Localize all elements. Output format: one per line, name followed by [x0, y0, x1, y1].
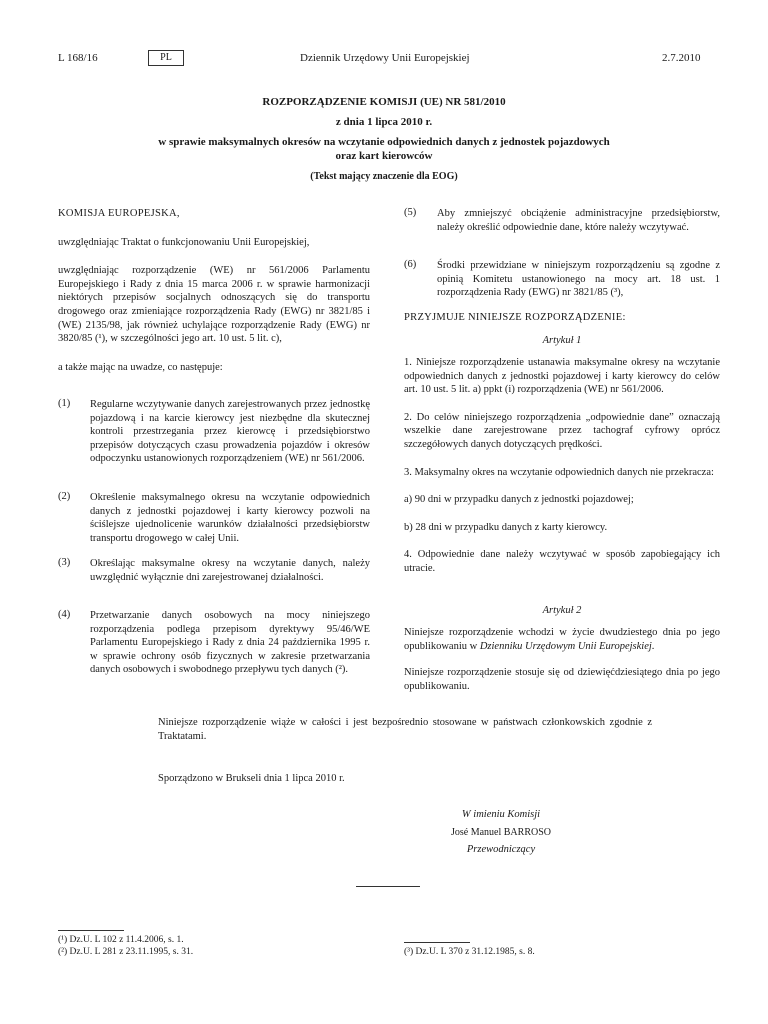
recital-number: (4) — [58, 609, 71, 620]
done-at-statement: Sporządzono w Brukseli dnia 1 lipca 2010 r. — [158, 773, 345, 784]
regulation-date: z dnia 1 lipca 2010 r. — [335, 116, 433, 128]
article-1-body — [404, 356, 720, 576]
article-1-paragraph-4: 4. Odpowiednie dane należy wczytywać w sposób zapobiegający ich utracie. — [404, 549, 720, 574]
recital-5: Aby zmniejszyć obciążenie administracyjne przedsiębiorstw, należy określić odpowiednie dane, które należy wczytywać. — [437, 208, 720, 233]
footnote-rule-left — [58, 930, 124, 931]
recital-1: Regularne wczytywanie danych zarejestrowanych przez jednostkę pojazdową i na karcie kierowcy jest niezbędne dla skutecznej kontroli przestrzegania przez kierowcę i przedsiębiorstwo przepisów dotyczących czasu prowadzenia pojazdów i okresów odpoczynku ustanowionych rozporządzeniem (WE) nr 561/2006. — [90, 399, 370, 465]
footnote-rule-right — [404, 942, 470, 943]
page-number: L 168/16 — [58, 52, 98, 64]
signature-behalf: W imieniu Komisji — [461, 809, 541, 820]
regulation-subject-line2: oraz kart kierowców — [335, 150, 433, 162]
recital-number: (6) — [404, 259, 417, 270]
article-1-point-a: a) 90 dni w przypadku danych z jednostki pojazdowej; — [404, 494, 634, 506]
footnote-1: (¹) Dz.U. L 102 z 11.4.2006, s. 1. — [58, 935, 184, 945]
article-1-paragraph-3: 3. Maksymalny okres na wczytanie odpowiednich danych nie przekracza: — [404, 466, 714, 478]
regulation-title: ROZPORZĄDZENIE KOMISJI (UE) NR 581/2010 — [262, 96, 506, 108]
article-1-heading: Artykuł 1 — [542, 335, 582, 346]
recital-regulation: uwzględniając rozporządzenie (WE) nr 561/2006 Parlamentu Europejskiego i Rady z dnia 15 marca 2006 r. w sprawie harmonizacji niektórych przepisów socjalnych odnoszących się do transportu drogowego oraz zmieniające rozporządzenia Rady (EWG) nr 3821/85 i (WE) 2135/98, jak również uchylające rozporządzenie Rady (EWG) nr 3820/85 (¹), w szczególności jego art. 10 ust. 5 lit. c), — [58, 265, 370, 345]
commission-heading: KOMISJA EUROPEJSKA, — [58, 208, 180, 219]
eea-relevance: (Tekst mający znaczenie dla EOG) — [310, 171, 458, 182]
publication-date: 2.7.2010 — [662, 52, 701, 64]
recital-number: (2) — [58, 491, 71, 502]
adoption-statement — [404, 311, 720, 325]
signatory-name: José Manuel BARROSO — [450, 827, 551, 838]
recital-number: (3) — [58, 557, 71, 568]
adoption-text: PRZYJMUJE NINIEJSZE ROZPORZĄDZENIE: — [404, 312, 626, 323]
regulation-subject-line1: w sprawie maksymalnych okresów na wczytanie odpowiednich danych z jednostek pojazdowych — [158, 136, 610, 148]
article-2-paragraph-2: Niniejsze rozporządzenie stosuje się od dziewięćdziesiątego dnia po jego opublikowaniu. — [404, 667, 720, 692]
recital-2: Określenie maksymalnego okresu na wczytanie odpowiednich danych z jednostki pojazdowej i karty kierowcy pozwoli na ściślejsze ujednolicenie warunków działalności przedsiębiorstw transportu drogowego w całej Unii. — [90, 492, 370, 544]
signatory-role: Przewodniczący — [466, 844, 536, 855]
article-2-text-end: . — [651, 640, 655, 652]
article-2-text: Niniejsze rozporządzenie wchodzi w życie dwudziestego dnia po jego opublikowaniu w — [404, 627, 720, 652]
recital-intro: a także mając na uwadze, co następuje: — [58, 361, 223, 373]
separator-rule — [356, 886, 420, 887]
recital-6: Środki przewidziane w niniejszym rozporządzeniu są zgodne z opinią Komitetu ustanowionego na mocy art. 18 ust. 1 rozporządzenia Rady (EWG) nr 3821/85 (³), — [437, 260, 720, 299]
recital-number: (5) — [404, 207, 417, 218]
article-2-heading: Artykuł 2 — [542, 605, 582, 616]
footnote-3: (³) Dz.U. L 370 z 31.12.1985, s. 8. — [404, 947, 535, 957]
binding-statement: Niniejsze rozporządzenie wiąże w całości i jest bezpośrednio stosowane w państwach członkowskich zgodnie z Traktatami. — [158, 717, 652, 742]
left-column — [58, 207, 370, 374]
journal-name: Dziennik Urzędowy Unii Europejskiej — [300, 52, 470, 64]
recital-number: (1) — [58, 398, 71, 409]
footnote-2: (²) Dz.U. L 281 z 23.11.1995, s. 31. — [58, 947, 194, 957]
language-badge: PL — [148, 50, 184, 66]
article-1-point-b: b) 28 dni w przypadku danych z karty kierowcy. — [404, 521, 608, 533]
article-2-paragraph-1 — [404, 626, 720, 653]
article-1-paragraph-2: 2. Do celów niniejszego rozporządzenia „odpowiednie dane” oznaczają wszelkie dane zarejestrowane przez tachograf cyfrowy oprócz szczegółowych danych dotyczących prędkości. — [404, 411, 720, 450]
recital-treaty: uwzględniając Traktat o funkcjonowaniu Unii Europejskiej, — [58, 236, 310, 248]
article-1-paragraph-1: 1. Niniejsze rozporządzenie ustanawia maksymalne okresy na wczytanie odpowiednich danych z jednostki pojazdowej i karty kierowcy do celów art. 10 ust. 5 lit. a) ppkt (i) rozporządzenia (WE) nr 561/2006. — [404, 357, 720, 396]
article-2-body — [404, 626, 720, 693]
recital-3: Określając maksymalne okresy na wczytanie danych, należy uwzględnić wyłącznie dni zarejestrowanej działalności. — [90, 558, 370, 583]
recital-4: Przetwarzanie danych osobowych na mocy niniejszego rozporządzenia podlega przepisom dyrektywy 95/46/WE Parlamentu Europejskiego i Rady z dnia 24 października 1995 r. w sprawie ochrony osób fizycznych w zakresie przetwarzania danych osobowych i swobodnego przepływu tych danych (²). — [90, 610, 370, 676]
journal-reference: Dzienniku Urzędowym Unii Europejskiej — [479, 640, 652, 652]
